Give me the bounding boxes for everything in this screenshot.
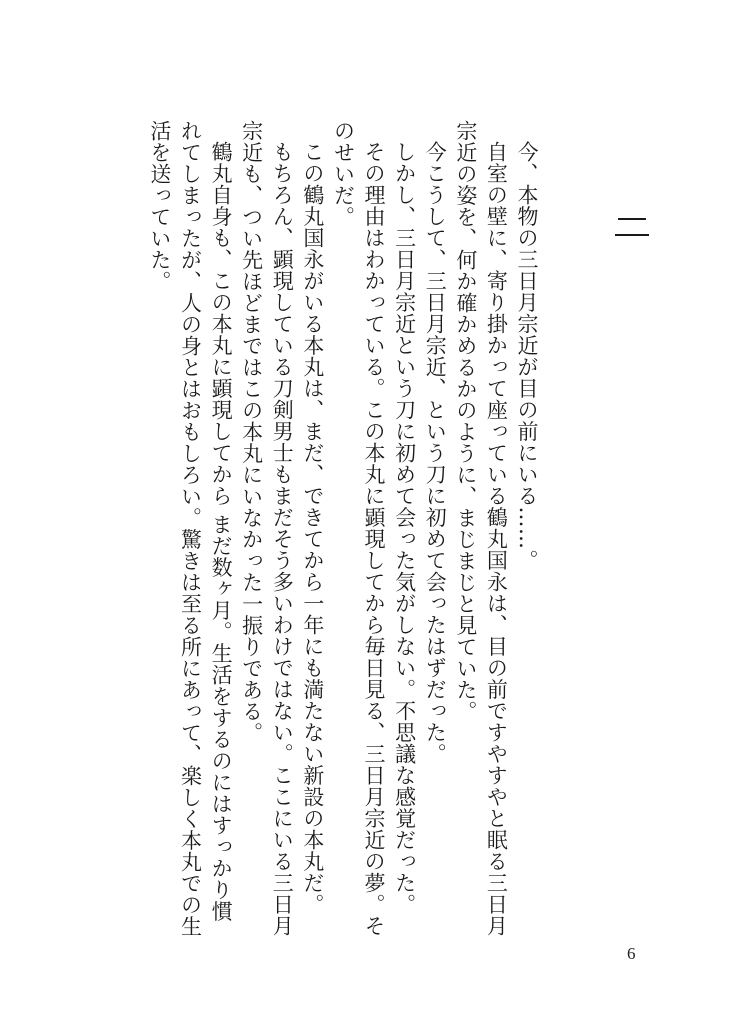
chapter-title [612,206,652,246]
chapter-title-stroke-bottom [615,234,649,236]
chapter-title-stroke-top [618,218,646,220]
page-number: 6 [627,944,636,963]
body-text [144,120,542,940]
paragraph: 自室の壁に、寄り掛かって座っている鶴丸国永は、目の前ですやすやと眠る三日月宗近の姿を、何か確かめるかのように、まじまじと見ていた。 [453,120,509,937]
paragraph: この鶴丸国永がいる本丸は、まだ、できてから一年にも満たない新設の本丸だ。 [300,141,325,915]
paragraph: しかし、三日月宗近という刀に初めて会った気がしない。不思議な感覚だった。 [392,141,417,915]
paragraph: その理由はわかっている。この本丸に顕現してから毎日見る、三日月宗近の夢。そのせいだ。 [331,120,387,937]
paragraph: 鶴丸自身も、この本丸に顕現してから まだ数ヶ月。生活をするのにはすっかり慣れてしまったが、人の身とはおもしろい。驚きは至る所にあって、楽しく本丸での生活を送っていた。 [147,120,234,937]
paragraph: 今、本物の三日月宗近が目の前にいる……。 [515,141,539,571]
paragraph: もちろん、顕現している刀剣男士もまだそう多いわけではない。ここにいる三日月宗近も、つい先ほどまではこの本丸にいなかった一振りである。 [239,120,295,937]
chapter-title-text [612,206,613,207]
paragraph: 今こうして、三日月宗近、という刀に初めて会ったはずだった。 [423,141,448,765]
